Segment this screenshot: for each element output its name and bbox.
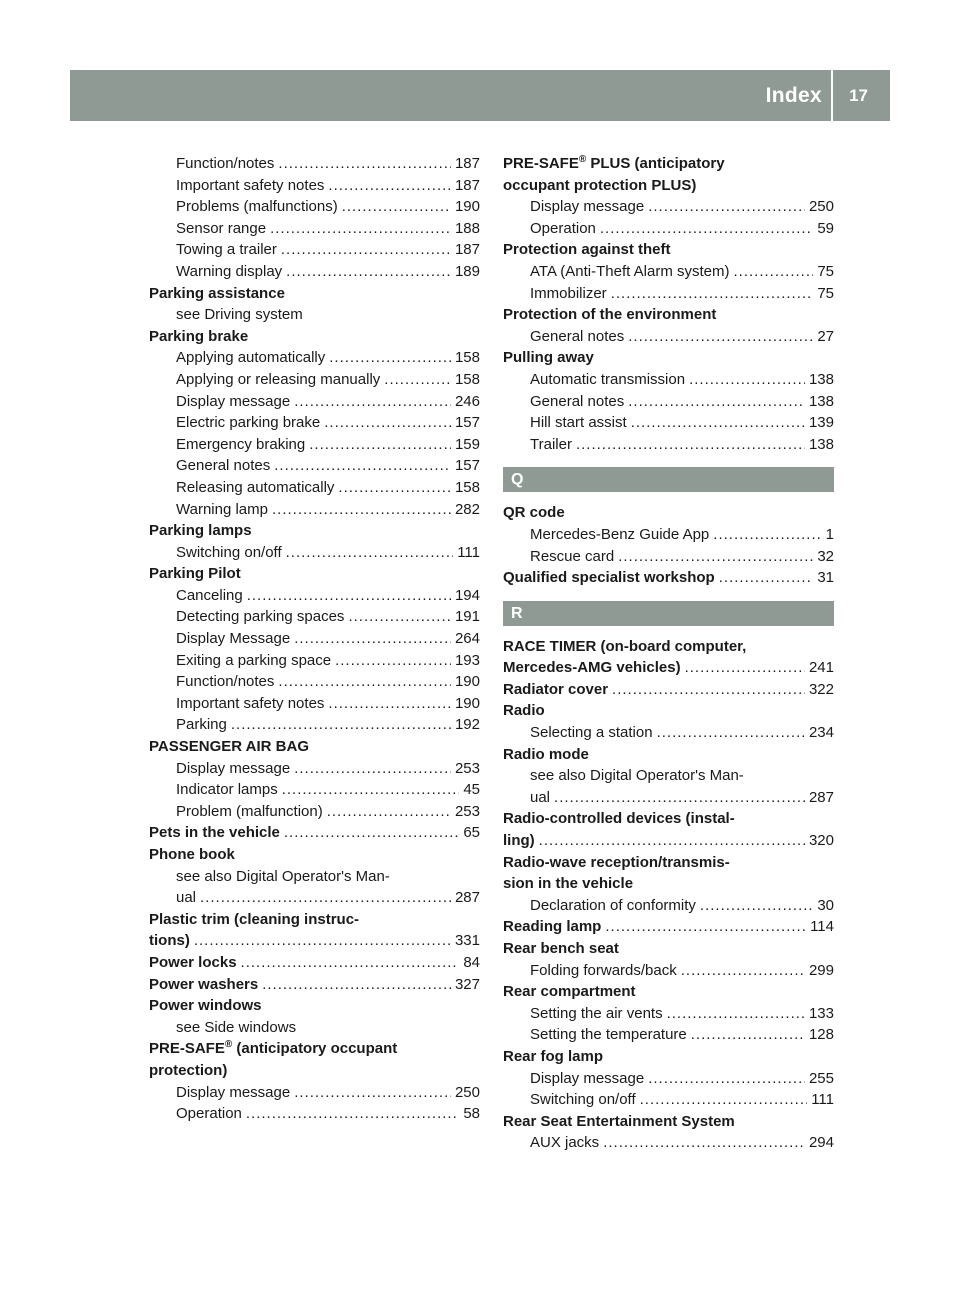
index-entry: [503, 873, 834, 895]
entry-text: Detecting parking spaces: [176, 608, 345, 626]
entry-text: Qualified specialist workshop: [503, 569, 715, 587]
entry-page-ref: 246: [454, 392, 480, 410]
entry-text: Operation: [176, 1105, 242, 1123]
entry-page-ref: 187: [454, 241, 480, 259]
entry-text: ual: [176, 889, 197, 907]
index-subentry: [149, 671, 480, 693]
entry-text: Rescue card: [530, 547, 615, 565]
entry-page-ref: 139: [808, 414, 834, 432]
entry-text: Pulling away: [503, 349, 594, 367]
index-subentry: [503, 1024, 834, 1046]
dot-leader: [284, 822, 459, 844]
index-entry: [503, 1111, 834, 1133]
entry-page-ref: 158: [454, 349, 480, 367]
entry-page-ref: 253: [454, 759, 480, 777]
dot-leader: [231, 714, 451, 736]
entry-text: Immobilizer: [530, 284, 607, 302]
entry-text: Display message: [176, 1083, 291, 1101]
entry-page-ref: 27: [817, 327, 834, 345]
index-entry: [149, 822, 480, 844]
dot-leader: [618, 546, 813, 568]
entry-page-ref: 250: [808, 198, 834, 216]
entry-text: Folding forwards/back: [530, 961, 677, 979]
index-entry: [503, 239, 834, 261]
index-subentry: [149, 779, 480, 801]
entry-text: Reading lamp: [503, 918, 602, 936]
entry-page-ref: 241: [808, 659, 834, 677]
index-subentry: [149, 887, 480, 909]
entry-page-ref: 299: [808, 961, 834, 979]
index-subentry: [149, 347, 480, 369]
dot-leader: [691, 1024, 805, 1046]
entry-text: Pets in the vehicle: [149, 824, 280, 842]
index-entry: [503, 502, 834, 524]
entry-text: occupant protection PLUS): [503, 176, 697, 194]
entry-text: Indicator lamps: [176, 781, 278, 799]
entry-page-ref: 30: [817, 896, 834, 914]
entry-text: Function/notes: [176, 673, 275, 691]
index-entry: [149, 520, 480, 542]
dot-leader: [554, 787, 805, 809]
entry-page-ref: 114: [810, 918, 834, 936]
entry-page-ref: 158: [454, 478, 480, 496]
entry-text: AUX jacks: [530, 1134, 600, 1152]
index-subentry: [149, 1082, 480, 1104]
dot-leader: [631, 412, 805, 434]
entry-page-ref: 187: [454, 176, 480, 194]
index-entry: [149, 283, 480, 305]
entry-text: Setting the air vents: [530, 1004, 663, 1022]
page-number: 17: [849, 86, 868, 105]
entry-text: Trailer: [530, 435, 572, 453]
entry-text: Power washers: [149, 975, 259, 993]
index-entry: [149, 952, 480, 974]
entry-page-ref: 138: [808, 435, 834, 453]
dot-leader: [286, 542, 454, 564]
entry-text: QR code: [503, 504, 565, 522]
entry-text: Exiting a parking space: [176, 651, 332, 669]
index-entry: [503, 808, 834, 830]
index-subentry: [503, 218, 834, 240]
entry-page-ref: 253: [454, 802, 480, 820]
index-subentry: [149, 304, 480, 326]
entry-text: sion in the vehicle: [503, 875, 634, 893]
entry-text: see Driving system: [176, 306, 303, 324]
entry-text: Display Message: [176, 630, 291, 648]
index-subentry: [149, 628, 480, 650]
entry-text: Important safety notes: [176, 694, 325, 712]
index-subentry: [503, 546, 834, 568]
entry-page-ref: 159: [454, 435, 480, 453]
dot-leader: [324, 412, 451, 434]
dot-leader: [384, 369, 451, 391]
entry-page-ref: 59: [817, 219, 834, 237]
entry-text: PRE-SAFE® (anticipatory occupant: [149, 1039, 398, 1058]
index-subentry: [503, 1068, 834, 1090]
entry-text: Radio mode: [503, 745, 589, 763]
index-subentry: [503, 787, 834, 809]
dot-leader: [262, 974, 451, 996]
index-subentry: [149, 391, 480, 413]
entry-text: General notes: [176, 457, 271, 475]
entry-page-ref: 138: [808, 392, 834, 410]
entry-text: Mercedes-AMG vehicles): [503, 659, 681, 677]
entry-page-ref: 111: [457, 543, 480, 561]
dot-leader: [270, 218, 451, 240]
index-subentry: [503, 895, 834, 917]
index-entry: [503, 679, 834, 701]
entry-text: Radio-wave reception/transmis-: [503, 853, 730, 871]
entry-page-ref: 1: [825, 525, 834, 543]
entry-page-ref: 192: [454, 716, 480, 734]
entry-page-ref: 194: [454, 586, 480, 604]
index-subentry: [149, 866, 480, 888]
dot-leader: [335, 650, 451, 672]
index-subentry: [149, 801, 480, 823]
entry-text: Parking lamps: [149, 522, 252, 540]
entry-page-ref: 128: [808, 1026, 834, 1044]
entry-text: Warning display: [176, 262, 283, 280]
entry-text: Protection of the environment: [503, 306, 717, 324]
entry-page-ref: 193: [454, 651, 480, 669]
entry-text: Electric parking brake: [176, 414, 321, 432]
entry-text: Mercedes-Benz Guide App: [530, 525, 710, 543]
entry-page-ref: 32: [817, 547, 834, 565]
dot-leader: [278, 153, 451, 175]
entry-text: Towing a trailer: [176, 241, 277, 259]
index-entry: [503, 981, 834, 1003]
entry-page-ref: 250: [454, 1083, 480, 1101]
dot-leader: [539, 830, 805, 852]
entry-page-ref: 158: [454, 370, 480, 388]
entry-page-ref: 187: [454, 155, 480, 172]
entry-page-ref: 331: [454, 932, 480, 950]
entry-text: Automatic transmission: [530, 370, 686, 388]
entry-page-ref: 255: [808, 1069, 834, 1087]
index-entry: [149, 974, 480, 996]
index-entry: [503, 852, 834, 874]
entry-page-ref: 264: [454, 630, 480, 648]
entry-page-ref: 157: [454, 414, 480, 432]
entry-text: Selecting a station: [530, 724, 653, 742]
entry-text: Problem (malfunction): [176, 802, 323, 820]
entry-page-ref: 191: [454, 608, 480, 626]
index-subentry: [149, 758, 480, 780]
dot-leader: [329, 347, 451, 369]
entry-text: Parking Pilot: [149, 565, 241, 583]
dot-leader: [246, 1103, 459, 1125]
index-subentry: [503, 434, 834, 456]
dot-leader: [681, 960, 805, 982]
index-entry: [503, 916, 834, 938]
entry-page-ref: 133: [808, 1004, 834, 1022]
dot-leader: [282, 779, 460, 801]
index-entry: [149, 909, 480, 931]
entry-text: General notes: [530, 392, 625, 410]
entry-text: Display message: [176, 392, 291, 410]
entry-text: Radiator cover: [503, 680, 609, 698]
dot-leader: [689, 369, 805, 391]
dot-leader: [247, 585, 451, 607]
entry-text: Rear fog lamp: [503, 1047, 604, 1065]
dot-leader: [612, 679, 805, 701]
index-subentry: [149, 196, 480, 218]
entry-text: tions): [149, 932, 190, 950]
entry-text: Hill start assist: [530, 414, 627, 432]
entry-page-ref: 287: [808, 788, 834, 806]
dot-leader: [648, 196, 805, 218]
section-letter-bar: Q: [503, 467, 834, 492]
entry-text: Parking brake: [149, 327, 249, 345]
entry-text: Display message: [176, 759, 291, 777]
index-entry: [149, 736, 480, 758]
dot-leader: [281, 239, 451, 261]
entry-page-ref: 75: [817, 262, 834, 280]
entry-page-ref: 84: [463, 953, 480, 971]
entry-text: ATA (Anti-Theft Alarm system): [530, 262, 730, 280]
dot-leader: [576, 434, 805, 456]
index-entry: [149, 1038, 480, 1060]
dot-leader: [278, 671, 451, 693]
dot-leader: [200, 887, 451, 909]
dot-leader: [667, 1003, 805, 1025]
index-entry: [503, 636, 834, 658]
index-entry: [503, 744, 834, 766]
dot-leader: [338, 477, 451, 499]
index-entry: [503, 347, 834, 369]
entry-page-ref: 190: [454, 673, 480, 691]
entry-text: Rear compartment: [503, 983, 636, 1001]
index-subentry: [149, 1017, 480, 1039]
entry-text: ling): [503, 832, 535, 850]
entry-text: Important safety notes: [176, 176, 325, 194]
index-subentry: [503, 1089, 834, 1111]
index-entry: [149, 1060, 480, 1082]
dot-leader: [328, 175, 451, 197]
dot-leader: [685, 657, 805, 679]
dot-leader: [327, 801, 451, 823]
entry-text: Display message: [530, 1069, 645, 1087]
header-bar: [70, 70, 890, 121]
index-subentry: [503, 391, 834, 413]
entry-text: Rear bench seat: [503, 940, 619, 957]
index-subentry: [149, 261, 480, 283]
index-entry: [149, 563, 480, 585]
entry-page-ref: 190: [454, 694, 480, 712]
index-subentry: [503, 369, 834, 391]
dot-leader: [194, 930, 451, 952]
entry-text: PRE-SAFE® PLUS (anticipatory: [503, 154, 725, 172]
entry-page-ref: 157: [454, 457, 480, 475]
index-subentry: [149, 455, 480, 477]
index-subentry: [503, 524, 834, 546]
index-subentry: [503, 960, 834, 982]
index-subentry: [149, 542, 480, 564]
entry-text: Applying or releasing manually: [176, 370, 381, 388]
section-letter-bar: R: [503, 601, 834, 626]
dot-leader: [628, 326, 813, 348]
entry-text: Releasing automatically: [176, 478, 335, 496]
index-entry: [503, 700, 834, 722]
entry-text: Protection against theft: [503, 241, 671, 259]
dot-leader: [713, 524, 821, 546]
entry-text: Declaration of conformity: [530, 896, 696, 914]
dot-leader: [274, 455, 451, 477]
dot-leader: [342, 196, 451, 218]
dot-leader: [294, 628, 451, 650]
section-title: Index: [765, 84, 822, 107]
entry-text: Problems (malfunctions): [176, 198, 338, 216]
dot-leader: [640, 1089, 808, 1111]
entry-text: see Side windows: [176, 1018, 297, 1036]
entry-text: Canceling: [176, 586, 243, 604]
entry-text: Function/notes: [176, 155, 275, 172]
header-divider: [831, 70, 833, 121]
index-entry: [149, 844, 480, 866]
entry-page-ref: 287: [454, 889, 480, 907]
index-subentry: [149, 606, 480, 628]
index-entry: [503, 153, 834, 175]
index-entry: [503, 830, 834, 852]
entry-text: Setting the temperature: [530, 1026, 687, 1044]
entry-text: protection): [149, 1061, 228, 1079]
dot-leader: [328, 693, 451, 715]
dot-leader: [272, 499, 451, 521]
index-subentry: [149, 218, 480, 240]
dot-leader: [611, 283, 814, 305]
entry-page-ref: 31: [817, 569, 834, 587]
index-entry: [503, 175, 834, 197]
index-subentry: [149, 499, 480, 521]
dot-leader: [286, 261, 451, 283]
index-subentry: [149, 434, 480, 456]
dot-leader: [348, 606, 451, 628]
entry-page-ref: 282: [454, 500, 480, 518]
entry-page-ref: 234: [808, 724, 834, 742]
index-entry: [149, 326, 480, 348]
dot-leader: [294, 1082, 451, 1104]
index-entry: [503, 938, 834, 960]
entry-text: see also Digital Operator's Man-: [530, 767, 744, 785]
entry-text: Power locks: [149, 953, 237, 971]
entry-page-ref: 58: [463, 1105, 480, 1123]
index-column-right: [503, 153, 834, 1154]
index-subentry: [503, 261, 834, 283]
dot-leader: [605, 916, 806, 938]
entry-page-ref: 320: [808, 832, 834, 850]
index-subentry: [503, 1003, 834, 1025]
entry-text: Radio: [503, 702, 545, 720]
entry-page-ref: 75: [817, 284, 834, 302]
entry-text: Power windows: [149, 997, 262, 1015]
dot-leader: [628, 391, 805, 413]
entry-page-ref: 65: [463, 824, 480, 842]
index-subentry: [503, 722, 834, 744]
index-subentry: [503, 196, 834, 218]
index-subentry: [149, 477, 480, 499]
dot-leader: [719, 567, 814, 589]
index-entry: [503, 567, 834, 589]
entry-text: ual: [530, 788, 551, 806]
index-subentry: [149, 1103, 480, 1125]
entry-page-ref: 327: [454, 975, 480, 993]
entry-text: PASSENGER AIR BAG: [149, 738, 310, 756]
entry-text: Parking: [176, 716, 227, 734]
entry-text: Phone book: [149, 846, 235, 863]
index-entry: [503, 657, 834, 679]
entry-page-ref: 189: [454, 262, 480, 280]
entry-text: Emergency braking: [176, 435, 306, 453]
index-subentry: [149, 650, 480, 672]
entry-text: Switching on/off: [176, 543, 282, 561]
index-subentry: [503, 1132, 834, 1154]
index-subentry: [503, 412, 834, 434]
entry-page-ref: 294: [808, 1134, 834, 1152]
dot-leader: [733, 261, 813, 283]
dot-leader: [241, 952, 460, 974]
dot-leader: [657, 722, 805, 744]
index-subentry: [149, 175, 480, 197]
dot-leader: [603, 1132, 805, 1154]
entry-page-ref: 188: [454, 219, 480, 237]
entry-text: General notes: [530, 327, 625, 345]
entry-text: RACE TIMER (on-board computer,: [503, 637, 747, 655]
entry-text: Parking assistance: [149, 284, 285, 302]
dot-leader: [294, 758, 451, 780]
dot-leader: [700, 895, 813, 917]
index-entry: [149, 930, 480, 952]
entry-text: Rear Seat Entertainment System: [503, 1112, 735, 1130]
index-subentry: [149, 153, 480, 175]
index-subentry: [149, 369, 480, 391]
entry-text: Plastic trim (cleaning instruc-: [149, 910, 360, 928]
entry-text: Applying automatically: [176, 349, 326, 367]
entry-page-ref: 322: [808, 680, 834, 698]
index-subentry: [149, 693, 480, 715]
entry-page-ref: 45: [463, 781, 480, 799]
index-entry: [149, 995, 480, 1017]
entry-text: Operation: [530, 219, 596, 237]
entry-page-ref: 138: [808, 370, 834, 388]
entry-text: Warning lamp: [176, 500, 268, 518]
entry-text: see also Digital Operator's Man-: [176, 867, 390, 885]
index-subentry: [149, 239, 480, 261]
index-subentry: [149, 585, 480, 607]
entry-text: Switching on/off: [530, 1091, 636, 1109]
index-entry: [503, 1046, 834, 1068]
dot-leader: [294, 391, 451, 413]
index-subentry: [503, 326, 834, 348]
index-subentry: [503, 283, 834, 305]
index-subentry: [149, 412, 480, 434]
index-subentry: [149, 714, 480, 736]
dot-leader: [600, 218, 813, 240]
entry-text: Radio-controlled devices (instal-: [503, 810, 735, 828]
entry-page-ref: 190: [454, 198, 480, 216]
entry-page-ref: 111: [811, 1091, 834, 1109]
entry-text: Sensor range: [176, 219, 267, 237]
entry-text: Display message: [530, 198, 645, 216]
index-subentry: [503, 765, 834, 787]
dot-leader: [309, 434, 451, 456]
index-column-left: [149, 153, 480, 1125]
dot-leader: [648, 1068, 805, 1090]
index-entry: [503, 304, 834, 326]
